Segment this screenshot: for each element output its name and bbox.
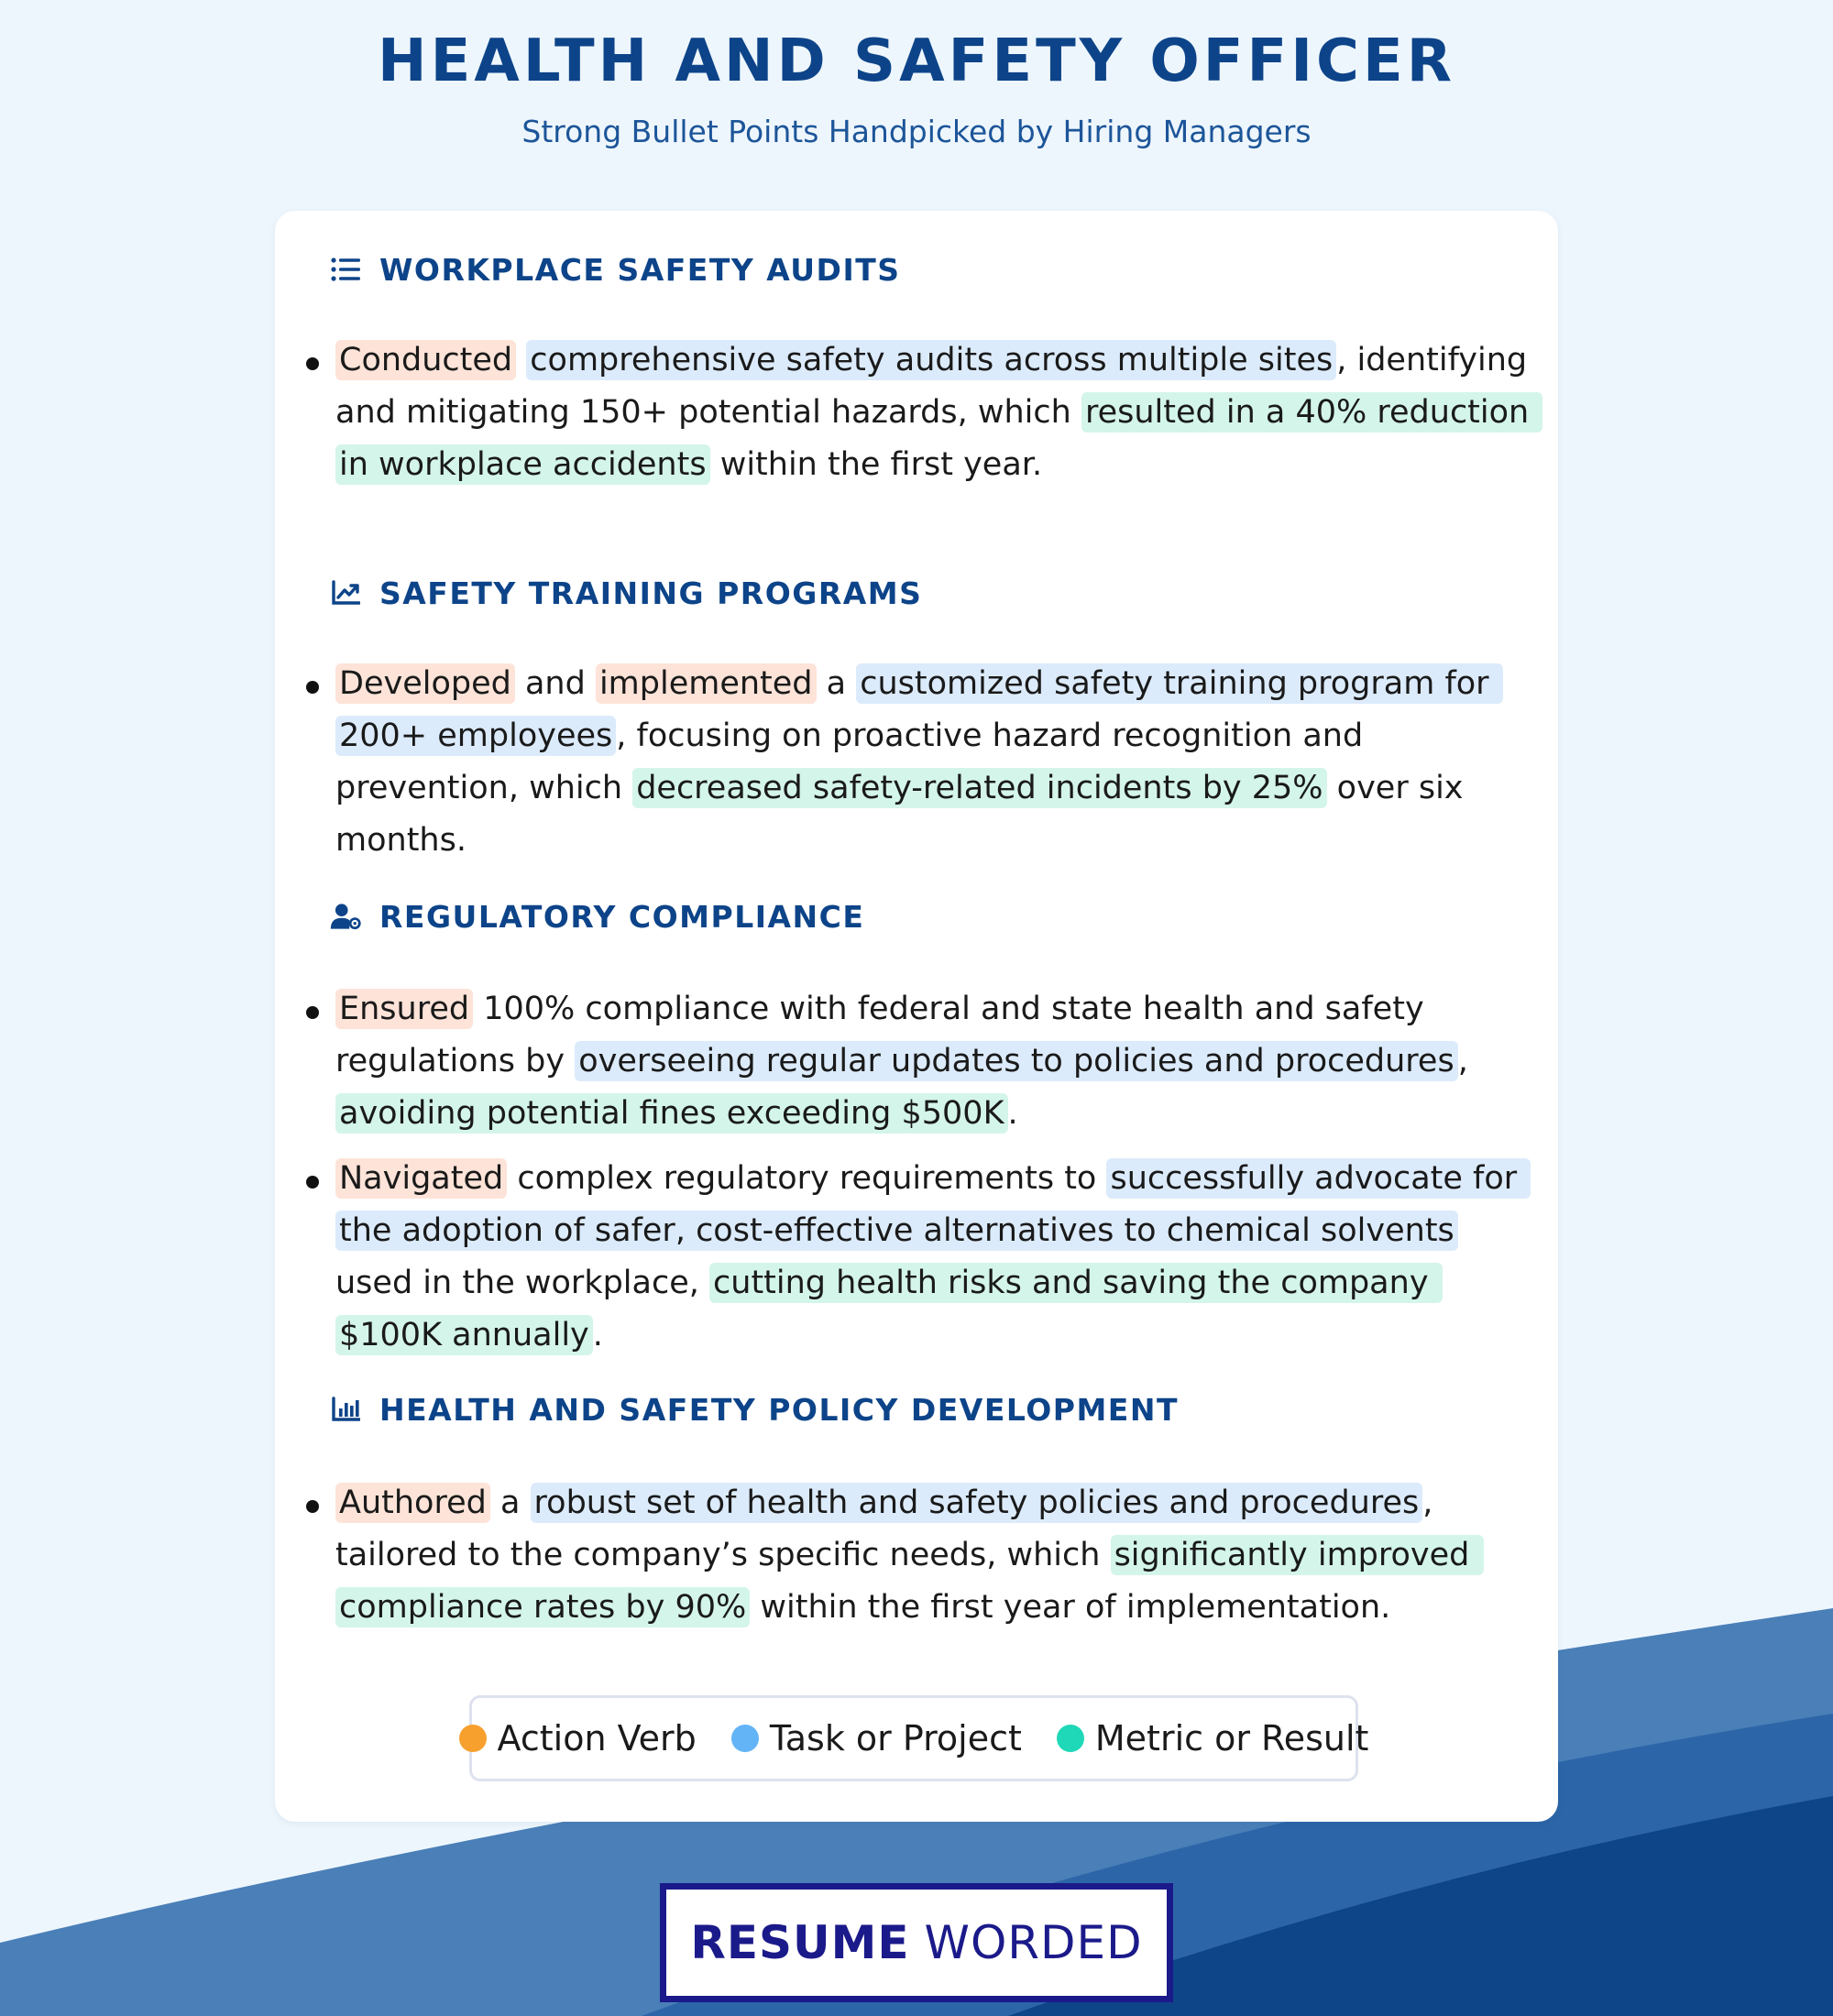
bullet-text: within the first year of implementation. [750, 1589, 1391, 1626]
bullet-text: , [1457, 1043, 1478, 1079]
main-card [275, 211, 1558, 1822]
bar-chart-icon [330, 1394, 361, 1425]
legend-dot [731, 1725, 759, 1752]
section-header-safety-training-programs [330, 571, 922, 615]
section-header-workplace-safety-audits [330, 247, 901, 291]
section-title: HEALTH AND SAFETY POLICY DEVELOPMENT [379, 1391, 1179, 1428]
bullet-point [335, 983, 1540, 1140]
section-bullets [335, 658, 1540, 880]
section-bullets [335, 1477, 1540, 1647]
action-verb-highlight: Navigated [335, 1158, 507, 1199]
page-title: HEALTH AND SAFETY OFFICER [378, 27, 1455, 95]
bullet-point [335, 1153, 1540, 1362]
action-verb-highlight: implemented [596, 663, 817, 704]
bullet-text: . [592, 1317, 603, 1353]
legend-dot [1057, 1725, 1084, 1752]
bullet-point [335, 1477, 1540, 1634]
logo-bold-text: RESUME [690, 1916, 910, 1969]
bullet-text: . [1007, 1095, 1018, 1132]
task-highlight: successfully advocate for the adoption of safer, cost-effective alternatives to chemical solvents [335, 1158, 1531, 1251]
section-title: REGULATORY COMPLIANCE [379, 898, 865, 935]
metric-highlight: significantly improved compliance rates by 90% [335, 1535, 1484, 1627]
bullet-text: 100% compliance with federal and state health and safety regulations by [335, 991, 1434, 1079]
metric-highlight: cutting health risks and saving the company $100K annually [335, 1263, 1443, 1355]
section-title: WORKPLACE SAFETY AUDITS [379, 251, 901, 288]
bullet-text: , tailored to the company’s specific needs, which [335, 1485, 1443, 1573]
action-verb-highlight: Conducted [335, 340, 516, 380]
legend-item-task-or-project [731, 1718, 1022, 1759]
bullet-text: within the first year. [709, 446, 1043, 483]
section-bullets [335, 334, 1540, 504]
bullet-text: a [489, 1485, 531, 1521]
legend-label: Task or Project [769, 1718, 1022, 1759]
section-bullets [335, 983, 1540, 1375]
bullet-point [335, 334, 1540, 491]
task-highlight: robust set of health and safety policies and procedures [531, 1483, 1423, 1523]
bullet-text: , identifying and mitigating 150+ potential hazards, which [335, 342, 1538, 431]
action-verb-highlight: Authored [335, 1483, 490, 1523]
bullet-text: used in the workplace, [335, 1212, 1468, 1301]
task-highlight: customized safety training program for 200+ employees [335, 663, 1503, 756]
task-highlight: overseeing regular updates to policies and procedures [575, 1041, 1458, 1081]
bullet-text: and [514, 665, 596, 702]
bullet-text: , focusing on proactive hazard recognition and prevention, which [335, 718, 1374, 806]
section-header-health-and-safety-policy-development [330, 1387, 1179, 1431]
legend-dot [459, 1725, 487, 1752]
list-icon [330, 254, 361, 285]
bullet-point [335, 658, 1540, 867]
user-settings-icon [330, 901, 361, 932]
legend-item-metric-or-result [1057, 1718, 1369, 1759]
legend-item-action-verb [459, 1718, 697, 1759]
bullet-text: a [816, 665, 857, 702]
legend-label: Metric or Result [1094, 1718, 1369, 1759]
action-verb-highlight: Ensured [335, 989, 473, 1029]
bullet-text: complex regulatory requirements to [507, 1160, 1107, 1197]
highlight-legend [469, 1695, 1369, 1781]
legend-label: Action Verb [497, 1718, 697, 1759]
metric-highlight: resulted in a 40% reduction in workplace accidents [335, 392, 1542, 485]
section-title: SAFETY TRAINING PROGRAMS [379, 575, 923, 611]
logo-regular-text: WORDED [924, 1916, 1143, 1969]
task-highlight: comprehensive safety audits across multiple sites [526, 340, 1336, 380]
bullet-text [516, 342, 526, 378]
metric-highlight: decreased safety-related incidents by 25% [632, 768, 1326, 808]
bullet-text: over six months. [335, 770, 1474, 859]
metric-highlight: avoiding potential fines exceeding $500K [335, 1093, 1008, 1134]
action-verb-highlight: Developed [335, 663, 515, 704]
trend-chart-icon [330, 577, 361, 608]
page-subtitle: Strong Bullet Points Handpicked by Hiring Managers [521, 114, 1312, 149]
resume-worded-logo [660, 1883, 1173, 2002]
section-header-regulatory-compliance [330, 894, 864, 938]
